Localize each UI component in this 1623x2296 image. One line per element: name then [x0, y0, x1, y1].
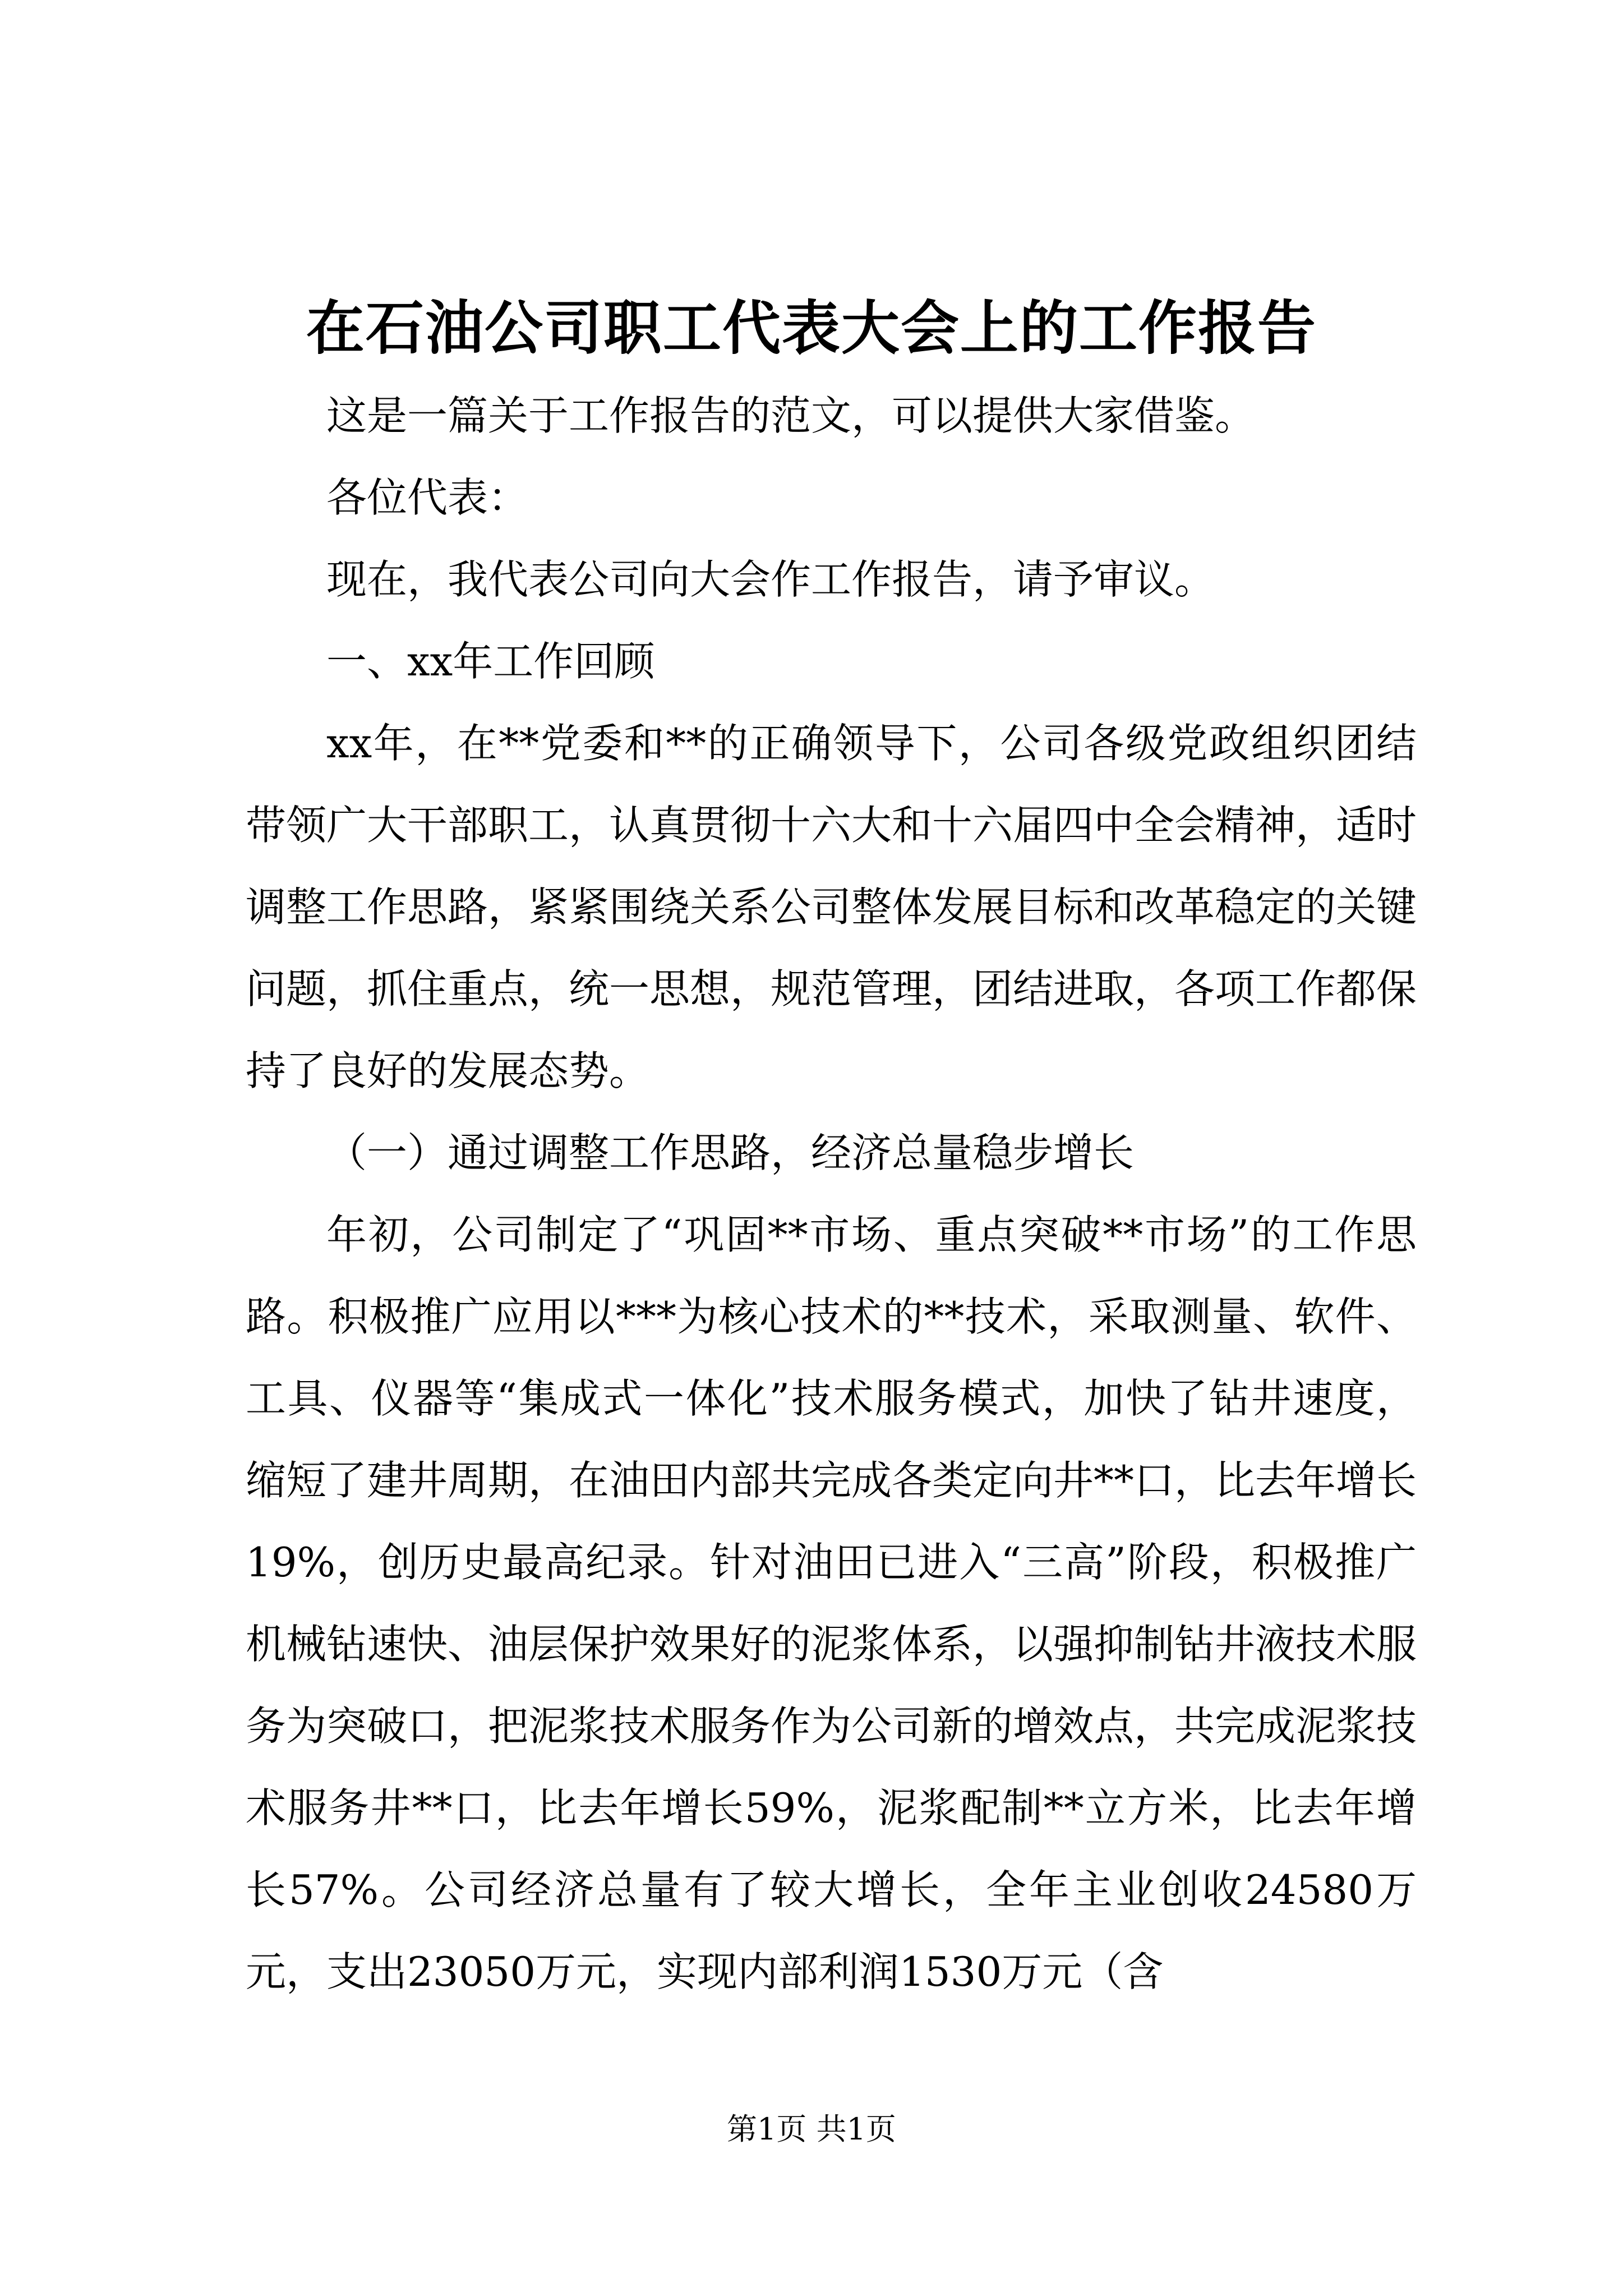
salutation-paragraph: 各位代表： [326, 474, 529, 521]
review-paragraph: xx年，在**党委和**的正确领导下，公司各级党政组织团结带领广大干部职工，认真贯彻十六大和十六届四中全会精神，适时调整工作思路，紧紧围绕关系公司整体发展目标和改革稳定的关键问题，抓住重点，统一思想，规范管理，团结进取，各项工作都保持了良好的发展态势。 [246, 720, 1417, 1094]
subsection-heading: （一）通过调整工作思路，经济总量稳步增长 [326, 1129, 1135, 1176]
opening-paragraph: 现在，我代表公司向大会作工作报告，请予审议。 [326, 556, 1215, 603]
intro-paragraph: 这是一篇关于工作报告的范文，可以提供大家借鉴。 [326, 392, 1256, 439]
section-heading: 一、xx年工作回顾 [326, 638, 655, 685]
page-footer: 第1页 共1页 [727, 2111, 896, 2147]
document-title: 在石油公司职工代表大会上的工作报告 [306, 293, 1317, 362]
detail-paragraph: 年初，公司制定了“巩固**市场、重点突破**市场”的工作思路。积极推广应用以***为核心技术的**技术，采取测量、软件、工具、仪器等“集成式一体化”技术服务模式，加快了钻井速度，缩短了建井周期，在油田内部共完成各类定向井**口，比去年增长19%，创历史最高纪录。针对油田已进入“三高”阶段，积极推广机械钻速快、油层保护效果好的泥浆体系，以强抑制钻井液技术服务为突破口，把泥浆技术服务作为公司新的增效点，共完成泥浆技术服务井**口，比去年增长59%，泥浆配制**立方米，比去年增长57%。公司经济总量有了较大增长，全年主业创收24580万元，支出23050万元，实现内部利润1530万元（含 [246, 1211, 1417, 1995]
document-body [246, 375, 1417, 2013]
